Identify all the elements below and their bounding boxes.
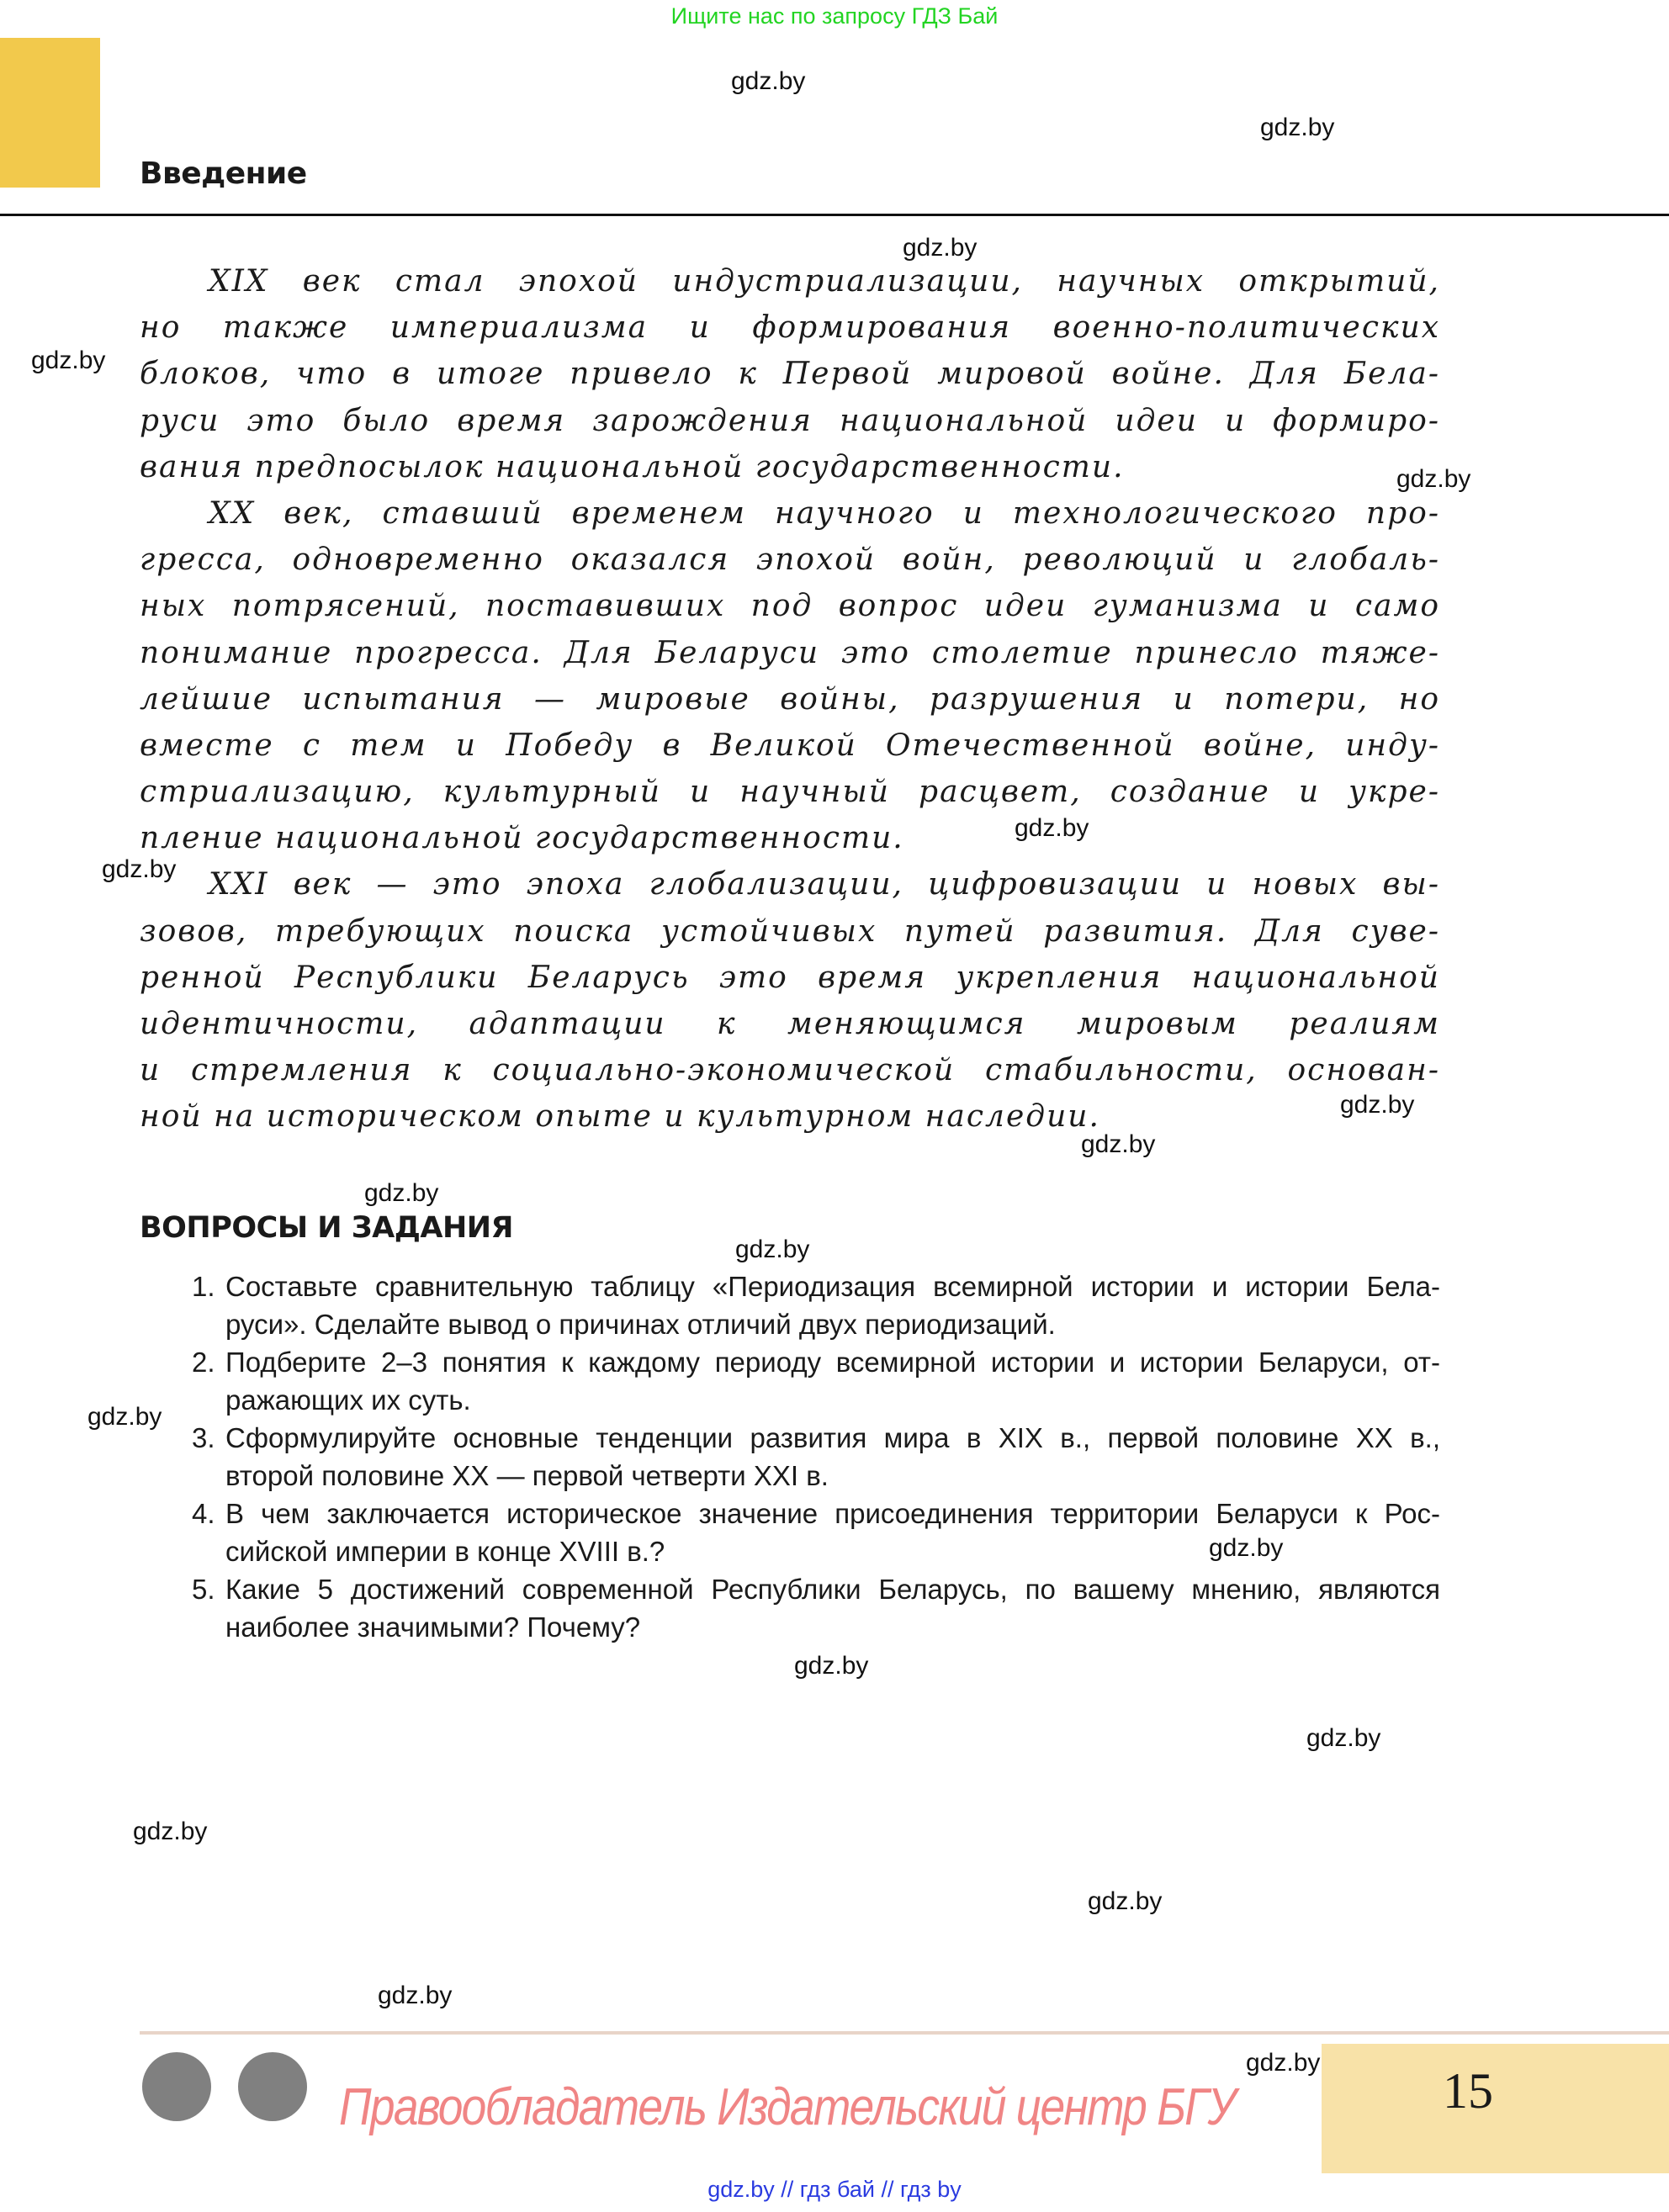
question-text: Подберите 2–3 понятия к каждому периоду всемирной истории и истории Беларуси, от- xyxy=(225,1347,1440,1378)
question-number: 1. xyxy=(192,1271,215,1302)
decorative-circle-icon xyxy=(142,2052,211,2121)
question-item xyxy=(192,1419,1440,1495)
intro-paragraph xyxy=(140,490,1440,862)
watermark: gdz.by xyxy=(1306,1724,1381,1752)
question-item xyxy=(192,1267,1440,1343)
header-divider xyxy=(0,214,1669,216)
questions-heading: ВОПРОСЫ И ЗАДАНИЯ xyxy=(140,1211,513,1245)
watermark: gdz.by xyxy=(1340,1091,1415,1119)
decorative-circle-icon xyxy=(238,2052,307,2121)
watermark: gdz.by xyxy=(731,67,806,95)
watermark: gdz.by xyxy=(1088,1887,1163,1915)
watermark: gdz.by xyxy=(1396,465,1471,493)
paragraph-line: XIX век стал эпохой индустриализации, научных открытий, xyxy=(209,264,1440,299)
paragraph-line: лейшие испытания — мировые войны, разрушения и потери, но xyxy=(140,681,1440,717)
paragraph-line: вместе с тем и Победу в Великой Отечественной войне, инду- xyxy=(140,728,1440,763)
question-text: Составьте сравнительную таблицу «Периодизация всемирной истории и истории Бела- xyxy=(225,1271,1440,1302)
search-banner[interactable]: Ищите нас по запросу ГДЗ Бай xyxy=(670,3,999,29)
watermark: gdz.by xyxy=(87,1403,162,1431)
intro-paragraph xyxy=(140,861,1440,1140)
watermark: gdz.by xyxy=(1209,1534,1284,1562)
watermark: gdz.by xyxy=(364,1179,439,1207)
watermark: gdz.by xyxy=(1015,814,1089,842)
copyright-notice: Правообладатель Издательский центр БГУ xyxy=(339,2078,1235,2136)
question-number xyxy=(192,1305,225,1343)
paragraph-line: ных потрясений, поставивших под вопрос идеи гуманизма и само xyxy=(140,589,1440,624)
watermark: gdz.by xyxy=(133,1818,208,1845)
question-text: В чем заключается историческое значение присоединения территории Беларуси к Рос- xyxy=(225,1498,1440,1529)
intro-text xyxy=(140,258,1440,1140)
question-number xyxy=(192,1532,225,1570)
watermark: gdz.by xyxy=(1081,1130,1156,1158)
question-number xyxy=(192,1608,225,1646)
question-item xyxy=(192,1570,1440,1646)
question-number: 5. xyxy=(192,1574,215,1605)
section-title: Введение xyxy=(140,156,307,191)
question-number: 4. xyxy=(192,1498,215,1529)
paragraph-line: ной на историческом опыте и культурном наследии. xyxy=(140,1099,1100,1135)
watermark: gdz.by xyxy=(903,234,978,262)
paragraph-line: XXI век — это эпоха глобализации, цифровизации и новых вы- xyxy=(209,867,1440,902)
question-text: ражающих их суть. xyxy=(225,1384,471,1416)
watermark: gdz.by xyxy=(31,347,106,374)
paragraph-line: гресса, одновременно оказался эпохой войн, революций и глобаль- xyxy=(140,542,1440,578)
watermark: gdz.by xyxy=(378,1982,453,2009)
paragraph-line: вания предпосылок национальной государственности. xyxy=(140,449,1125,484)
question-text: наиболее значимыми? Почему? xyxy=(225,1611,641,1643)
paragraph-line: ренной Республики Беларусь это время укрепления национальной xyxy=(140,960,1440,995)
question-text: сийской империи в конце XVIII в.? xyxy=(225,1536,665,1567)
question-number: 3. xyxy=(192,1422,215,1453)
intro-paragraph xyxy=(140,258,1440,490)
chapter-color-tab xyxy=(0,38,100,188)
watermark: gdz.by xyxy=(794,1652,869,1680)
bottom-links[interactable]: gdz.by // гдз бай // гдз by xyxy=(707,2177,962,2202)
question-text: второй половине XX — первой четверти XXI в. xyxy=(225,1460,829,1491)
watermark: gdz.by xyxy=(735,1236,810,1263)
page-number: 15 xyxy=(1443,2063,1493,2119)
question-text: Какие 5 достижений современной Республики Беларусь, по вашему мнению, являются xyxy=(225,1574,1440,1605)
question-item xyxy=(192,1343,1440,1419)
paragraph-line: и стремления к социально-экономической стабильности, основан- xyxy=(140,1053,1440,1088)
paragraph-line: блоков, что в итоге привело к Первой мировой войне. Для Бела- xyxy=(140,357,1440,392)
question-text: Сформулируйте основные тенденции развития мира в XIX в., первой половине XX в., xyxy=(225,1422,1440,1453)
paragraph-line: XX век, ставший временем научного и технологического про- xyxy=(209,495,1440,531)
watermark: gdz.by xyxy=(102,855,177,883)
paragraph-line: руси это было время зарождения национальной идеи и формиро- xyxy=(140,403,1440,438)
watermark: gdz.by xyxy=(1246,2049,1321,2077)
question-number: 2. xyxy=(192,1347,215,1378)
paragraph-line: пление национальной государственности. xyxy=(140,821,904,856)
paragraph-line: зовов, требующих поиска устойчивых путей развития. Для суве- xyxy=(140,913,1440,949)
questions-list xyxy=(192,1267,1440,1646)
watermark: gdz.by xyxy=(1260,114,1335,141)
footer-divider xyxy=(140,2031,1669,2035)
question-number xyxy=(192,1457,225,1495)
question-text: руси». Сделайте вывод о причинах отличий двух периодизаций. xyxy=(225,1309,1056,1340)
paragraph-line: понимание прогресса. Для Беларуси это столетие принесло тяже- xyxy=(140,635,1440,670)
paragraph-line: но также империализма и формирования военно-политических xyxy=(140,310,1440,346)
paragraph-line: идентичности, адаптации к меняющимся мировым реалиям xyxy=(140,1007,1440,1041)
question-number xyxy=(192,1381,225,1419)
paragraph-line: стриализацию, культурный и научный расцвет, создание и укре- xyxy=(140,775,1440,810)
